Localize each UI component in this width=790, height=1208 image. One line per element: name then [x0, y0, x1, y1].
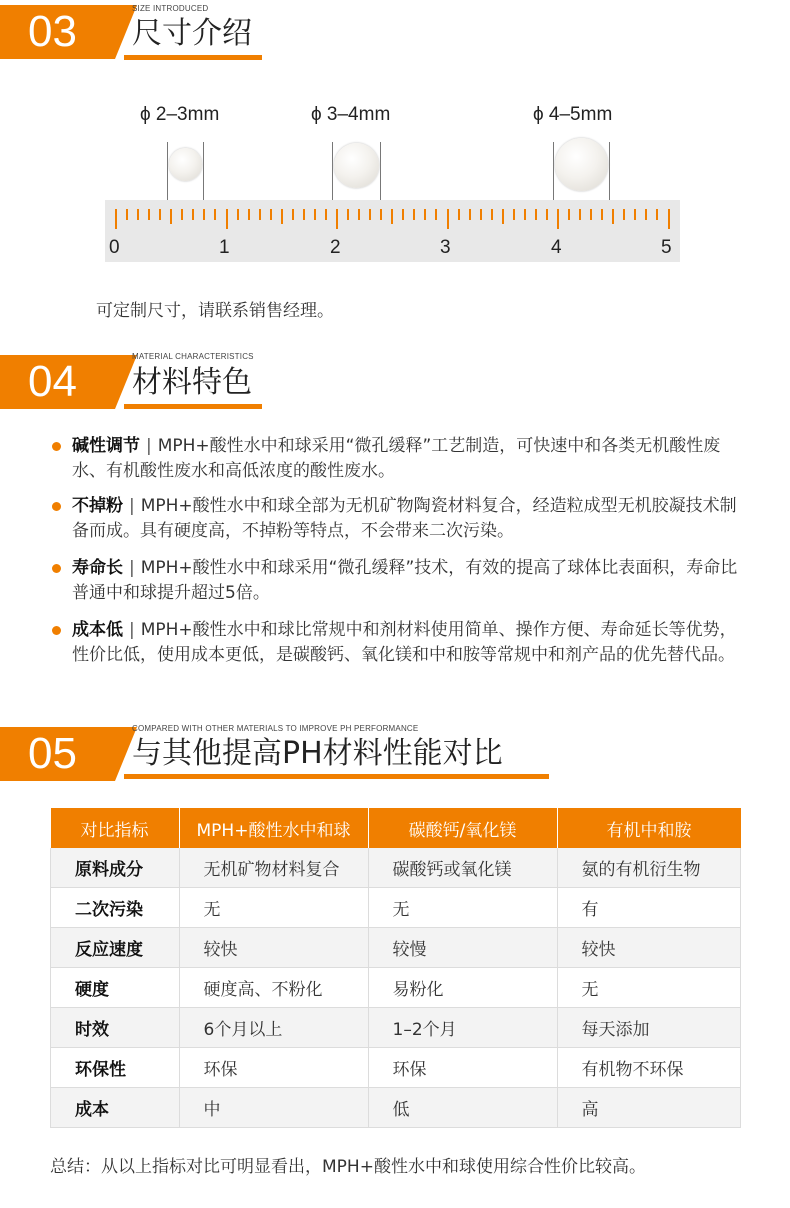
feature-name: 成本低 — [72, 620, 123, 640]
ruler-tick — [524, 209, 526, 220]
ruler-tick — [292, 209, 294, 220]
ruler-tick — [192, 209, 194, 220]
table-cell: 1–2个月 — [368, 1008, 557, 1048]
ruler-tick — [248, 209, 250, 220]
table-row — [51, 1048, 741, 1088]
ruler-number: 2 — [330, 237, 341, 258]
ruler-tick — [590, 209, 592, 220]
feature-item — [52, 494, 752, 544]
title-underline — [124, 774, 549, 779]
ruler-tick — [380, 209, 382, 220]
ruler-tick — [347, 209, 349, 220]
table-cell: 环保 — [368, 1048, 557, 1088]
ruler-number: 1 — [219, 237, 230, 258]
section-compare-header — [0, 722, 790, 792]
ruler-tick — [579, 209, 581, 220]
ruler-tick — [369, 209, 371, 220]
bullet-dot — [52, 502, 61, 511]
table-cell: 低 — [368, 1088, 557, 1128]
separator: | — [129, 620, 135, 640]
ruler-tick — [181, 209, 183, 220]
ruler-tick — [656, 209, 658, 220]
section-title: 材料特色 — [132, 365, 252, 400]
table-cell: 环保 — [179, 1048, 368, 1088]
ruler-tick — [159, 209, 161, 220]
table-cell: 6个月以上 — [179, 1008, 368, 1048]
ruler-tick — [634, 209, 636, 220]
table-cell: 较快 — [557, 928, 741, 968]
table-cell: 氨的有机衍生物 — [557, 848, 741, 888]
table-cell: 较慢 — [368, 928, 557, 968]
size-label-large: ϕ 4–5mm — [533, 104, 613, 125]
ruler-tick — [148, 209, 150, 220]
feature-item — [52, 618, 752, 668]
table-cell: 较快 — [179, 928, 368, 968]
table-header-row — [51, 808, 741, 848]
ruler-tick — [214, 209, 216, 220]
ruler — [105, 200, 680, 262]
ball-large — [555, 138, 608, 191]
table-cell: 碳酸钙或氧化镁 — [368, 848, 557, 888]
section-material-header — [0, 350, 790, 420]
ruler-tick — [137, 209, 139, 220]
table-row — [51, 968, 741, 1008]
ruler-tick — [612, 209, 614, 224]
ruler-tick — [402, 209, 404, 220]
ruler-tick — [480, 209, 482, 220]
table-cell: 硬度高、不粉化 — [179, 968, 368, 1008]
ruler-tick — [645, 209, 647, 220]
table-cell: 无机矿物材料复合 — [179, 848, 368, 888]
section-size-header — [0, 0, 790, 70]
ruler-tick — [601, 209, 603, 220]
ruler-tick — [469, 209, 471, 220]
feature-text: MPH+酸性水中和球采用“微孔缓释”工艺制造，可快速中和各类无机酸性废水、有机酸性废水和高低浓度的酸性废水。 — [72, 436, 721, 481]
section-subtitle: MATERIAL CHARACTERISTICS — [132, 352, 254, 361]
row-label: 硬度 — [51, 968, 180, 1008]
table-cell: 易粉化 — [368, 968, 557, 1008]
separator: | — [129, 496, 135, 516]
row-label: 成本 — [51, 1088, 180, 1128]
ruler-tick — [424, 209, 426, 220]
separator: | — [146, 436, 152, 456]
ruler-tick — [391, 209, 393, 224]
ruler-tick — [435, 209, 437, 220]
table-cell: 每天添加 — [557, 1008, 741, 1048]
ruler-tick — [513, 209, 515, 220]
ruler-tick — [668, 209, 670, 229]
table-row — [51, 1088, 741, 1128]
ruler-tick — [126, 209, 128, 220]
section-subtitle: SIZE INTRODUCED — [132, 4, 209, 13]
summary-text: 总结：从以上指标对比可明显看出，MPH+酸性水中和球使用综合性价比较高。 — [50, 1157, 646, 1177]
ruler-number: 0 — [109, 237, 120, 258]
ruler-tick — [336, 209, 338, 229]
table-row — [51, 848, 741, 888]
column-header: 对比指标 — [51, 808, 180, 848]
ruler-tick — [535, 209, 537, 220]
bullet-dot — [52, 626, 61, 635]
row-label: 时效 — [51, 1008, 180, 1048]
ruler-tick — [325, 209, 327, 220]
table-cell: 无 — [179, 888, 368, 928]
table-cell: 无 — [368, 888, 557, 928]
size-label-medium: ϕ 3–4mm — [311, 104, 391, 125]
ruler-tick — [546, 209, 548, 220]
ruler-tick — [491, 209, 493, 220]
ruler-tick — [358, 209, 360, 220]
section-number: 04 — [0, 355, 115, 409]
table-cell: 高 — [557, 1088, 741, 1128]
ruler-tick — [281, 209, 283, 224]
table-cell: 有 — [557, 888, 741, 928]
section-title: 与其他提高PH材料性能对比 — [132, 736, 503, 771]
bullet-dot — [52, 442, 61, 451]
ruler-tick — [170, 209, 172, 224]
ruler-tick — [270, 209, 272, 220]
table-row — [51, 928, 741, 968]
feature-name: 寿命长 — [72, 558, 123, 578]
table-cell: 有机物不环保 — [557, 1048, 741, 1088]
ruler-tick — [237, 209, 239, 220]
ruler-tick — [568, 209, 570, 220]
feature-name: 不掉粉 — [72, 496, 123, 516]
feature-text: MPH+酸性水中和球采用“微孔缓释”技术，有效的提高了球体比表面积，寿命比普通中和球提升超过5倍。 — [72, 558, 738, 603]
title-underline — [124, 55, 262, 60]
table-row — [51, 1008, 741, 1048]
size-label-small: ϕ 2–3mm — [140, 104, 220, 125]
feature-text: MPH+酸性水中和球全部为无机矿物陶瓷材料复合，经造粒成型无机胶凝技术制备而成。具有硬度高，不掉粉等特点，不会带来二次污染。 — [72, 496, 737, 541]
section-number: 03 — [0, 5, 115, 59]
row-label: 二次污染 — [51, 888, 180, 928]
ruler-tick — [314, 209, 316, 220]
row-label: 原料成分 — [51, 848, 180, 888]
feature-item — [52, 434, 752, 484]
column-header: 有机中和胺 — [557, 808, 741, 848]
ruler-tick — [226, 209, 228, 229]
ruler-tick — [413, 209, 415, 220]
ruler-tick — [259, 209, 261, 220]
ruler-tick — [623, 209, 625, 220]
section-subtitle: COMPARED WITH OTHER MATERIALS TO IMPROVE PH PERFORMANCE — [132, 724, 419, 733]
separator: | — [129, 558, 135, 578]
ruler-tick — [502, 209, 504, 224]
custom-size-note: 可定制尺寸，请联系销售经理。 — [96, 301, 334, 321]
ruler-number: 4 — [551, 237, 562, 258]
comparison-table — [50, 808, 741, 1128]
row-label: 环保性 — [51, 1048, 180, 1088]
ball-medium — [334, 143, 379, 188]
ruler-tick — [203, 209, 205, 220]
table-row — [51, 888, 741, 928]
table-cell: 无 — [557, 968, 741, 1008]
ruler-tick — [458, 209, 460, 220]
feature-text: MPH+酸性水中和球比常规中和剂材料使用简单、操作方便、寿命延长等优势，性价比低，使用成本更低，是碳酸钙、氧化镁和中和胺等常规中和剂产品的优先替代品。 — [72, 620, 737, 665]
feature-name: 碱性调节 — [72, 436, 140, 456]
column-header: 碳酸钙/氧化镁 — [368, 808, 557, 848]
ball-small — [169, 148, 202, 181]
section-number: 05 — [0, 727, 115, 781]
bullet-dot — [52, 564, 61, 573]
ruler-tick — [557, 209, 559, 229]
title-underline — [124, 404, 262, 409]
section-title: 尺寸介绍 — [132, 16, 252, 51]
feature-item — [52, 556, 752, 606]
ruler-number: 5 — [661, 237, 672, 258]
ruler-number: 3 — [440, 237, 451, 258]
row-label: 反应速度 — [51, 928, 180, 968]
ruler-tick — [303, 209, 305, 220]
column-header: MPH+酸性水中和球 — [179, 808, 368, 848]
table-cell: 中 — [179, 1088, 368, 1128]
ruler-tick — [447, 209, 449, 229]
ruler-tick — [115, 209, 117, 229]
